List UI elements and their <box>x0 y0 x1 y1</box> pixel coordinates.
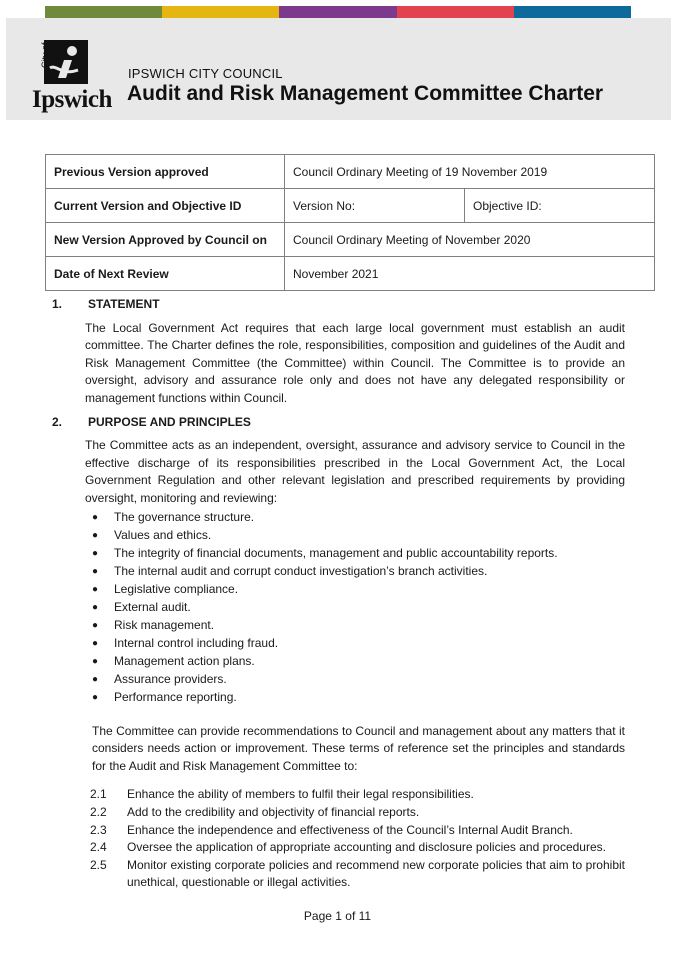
list-item: ● Management action plans. <box>92 653 625 671</box>
color-segment-purple <box>279 6 396 18</box>
bullet-icon: ● <box>92 673 99 685</box>
list-item: ● Internal control including fraud. <box>92 635 625 653</box>
recommendations-paragraph: The Committee can provide recommendations to Council and management about any matters that it considers needs action or improvement. These terms of reference set the principles and standards for the Audit and Risk Management Committee to: <box>92 723 625 773</box>
document-body <box>52 296 625 892</box>
council-name: IPSWICH CITY COUNCIL <box>128 66 283 81</box>
table-row <box>46 223 655 257</box>
bullet-icon: ● <box>92 691 99 703</box>
brand-color-bar <box>45 6 631 18</box>
table-label: New Version Approved by Council on <box>46 223 285 257</box>
section-heading-statement <box>52 296 625 314</box>
list-item: ● External audit. <box>92 599 625 617</box>
table-value: November 2021 <box>285 257 655 291</box>
bullet-icon: ● <box>92 601 99 613</box>
color-segment-red <box>397 6 514 18</box>
document-header <box>6 18 671 120</box>
section-title: STATEMENT <box>88 297 160 311</box>
section-number: 1. <box>52 297 63 311</box>
color-segment-green <box>45 6 162 18</box>
section-title: PURPOSE AND PRINCIPLES <box>88 414 251 429</box>
table-label: Previous Version approved <box>46 155 285 189</box>
list-item: 2.3 Enhance the independence and effectiveness of the Council’s Internal Audit Branch. <box>90 822 573 837</box>
bullet-icon: ● <box>92 547 99 559</box>
color-segment-blue <box>514 6 631 18</box>
list-item: ● The governance structure. <box>92 509 625 527</box>
logo-wordmark: Ipswich <box>32 86 112 113</box>
page-title: Audit and Risk Management Committee Charter <box>127 82 604 105</box>
list-item: ● The integrity of financial documents, management and public accountability reports. <box>92 545 625 563</box>
bullet-icon: ● <box>92 565 99 577</box>
list-item: ● Risk management. <box>92 617 625 635</box>
color-segment-yellow <box>162 6 279 18</box>
list-item: 2.1 Enhance the ability of members to fulfil their legal responsibilities. <box>90 787 474 802</box>
bullet-icon: ● <box>92 655 99 667</box>
objective-id-cell: Objective ID: <box>465 189 655 223</box>
logo-city-of-text: City of <box>40 42 50 68</box>
table-value: Council Ordinary Meeting of November 2020 <box>285 223 655 257</box>
ipswich-logo <box>32 38 112 113</box>
table-label: Current Version and Objective ID <box>46 189 285 223</box>
list-item: 2.2 Add to the credibility and objectivity of financial reports. <box>90 804 420 819</box>
list-item: ● Performance reporting. <box>92 689 625 707</box>
section-heading-purpose <box>52 414 625 432</box>
table-label: Date of Next Review <box>46 257 285 291</box>
principles-numbered-list <box>90 786 625 892</box>
table-value: Council Ordinary Meeting of 19 November 2019 <box>285 155 655 189</box>
bullet-icon: ● <box>92 619 99 631</box>
purpose-intro-paragraph: The Committee acts as an independent, oversight, assurance and advisory service to Council in the effective discharge of its responsibilities prescribed in the Local Government Act, the Local Government Regulation and other relevant legislation and prescribed requirements by providing oversight, monitoring and reviewing: <box>85 438 625 505</box>
table-row <box>46 257 655 291</box>
page-number: Page 1 of 11 <box>303 909 372 923</box>
table-row <box>46 155 655 189</box>
version-no-cell: Version No: <box>285 189 465 223</box>
list-item: 2.5 Monitor existing corporate policies and recommend new corporate policies that aim to prohibit unethical, questionable or illegal activities. <box>90 857 625 890</box>
list-item: 2.4 Oversee the application of appropriate accounting and disclosure policies and procedures. <box>90 840 606 855</box>
oversight-bullet-list <box>92 509 625 707</box>
bullet-icon: ● <box>92 583 99 595</box>
bullet-icon: ● <box>92 637 99 649</box>
section-number: 2. <box>52 414 63 429</box>
document-info-table <box>45 154 655 291</box>
list-item: ● The internal audit and corrupt conduct investigation’s branch activities. <box>92 563 625 581</box>
bullet-icon: ● <box>92 511 99 523</box>
statement-paragraph: The Local Government Act requires that each large local government must establish an audit committee. The Charter defines the role, responsibilities, composition and guidelines of the Audit and Risk Management Committee (the Committee) within Council. The Committee is to provide an oversight, advisory and assurance role only and does not have any delegated responsibility or management functions within Council. <box>85 320 625 405</box>
bullet-icon: ● <box>92 529 99 541</box>
list-item: ● Values and ethics. <box>92 527 625 545</box>
list-item: ● Legislative compliance. <box>92 581 625 599</box>
list-item: ● Assurance providers. <box>92 671 625 689</box>
table-row <box>46 189 655 223</box>
